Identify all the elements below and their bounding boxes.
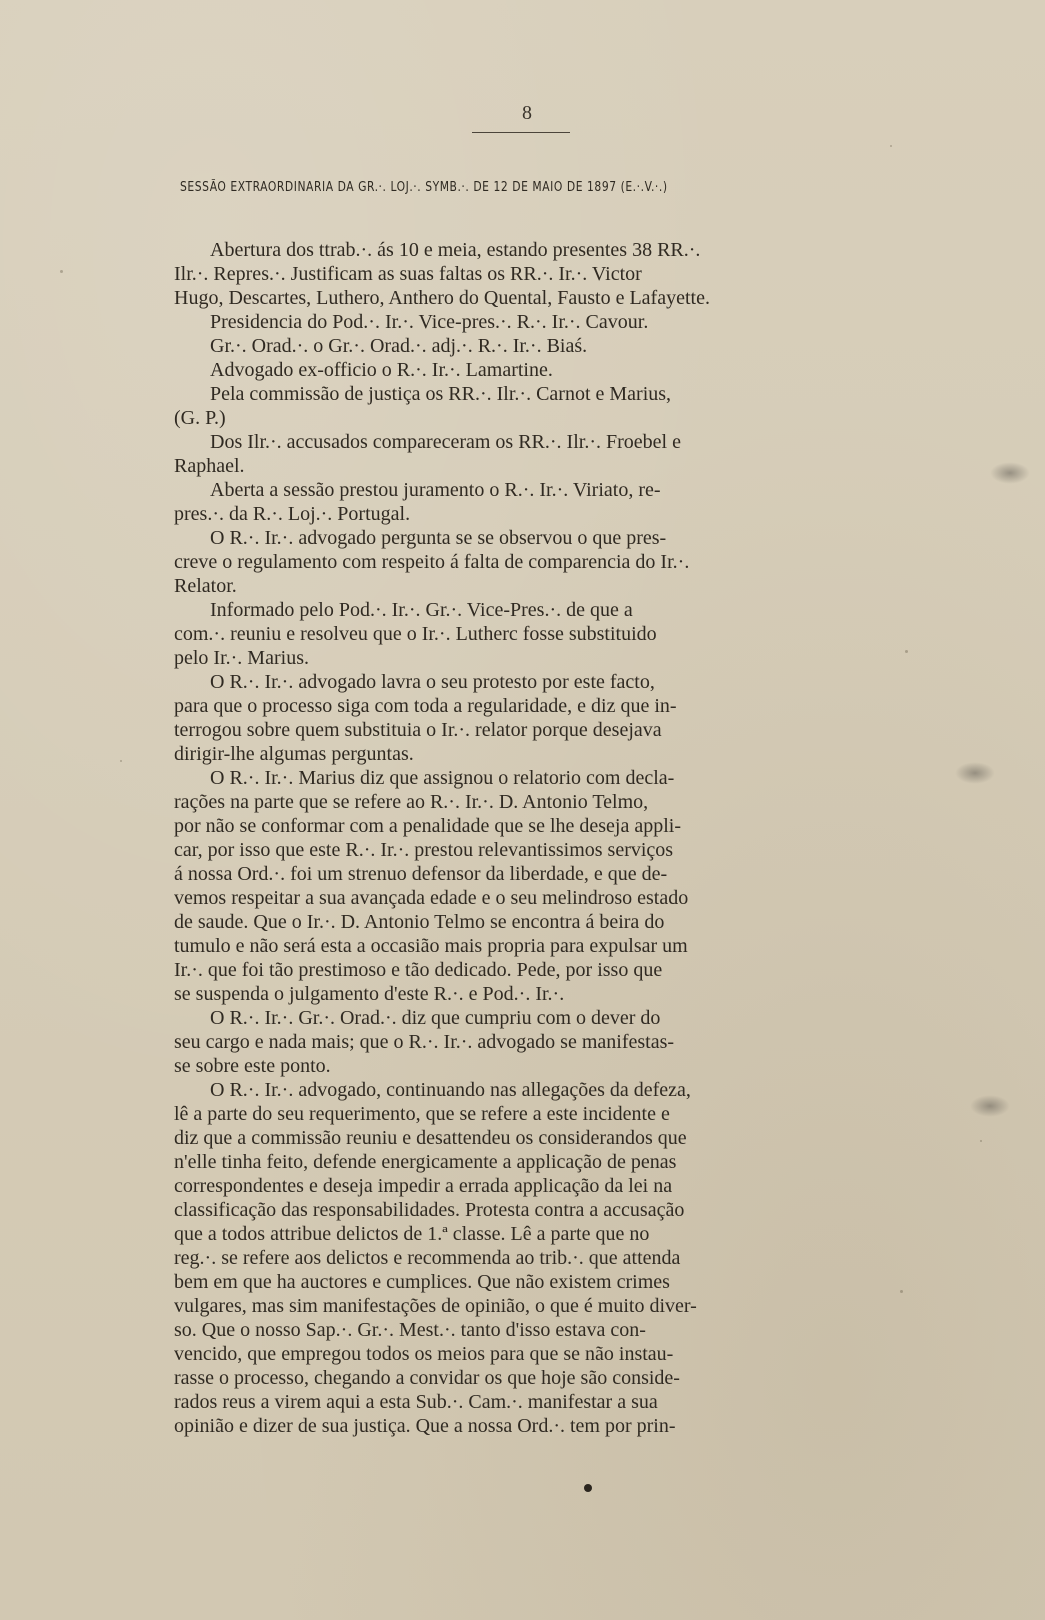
text-line: diz que a commissão reuniu e desattendeu os considerandos que xyxy=(174,1127,687,1149)
text-line: que a todos attribue delictos de 1.ª classe. Lê a parte que no xyxy=(174,1223,650,1245)
text-line: Aberta a sessão prestou juramento o R.·. Ir.·. Viriato, re- xyxy=(210,479,661,501)
text-line: com.·. reuniu e resolveu que o Ir.·. Lutherc fosse substituido xyxy=(174,623,657,645)
text-line: Hugo, Descartes, Luthero, Anthero do Quental, Fausto e Lafayette. xyxy=(174,287,710,309)
text-line: O R.·. Ir.·. advogado, continuando nas allegações da defeza, xyxy=(210,1079,691,1101)
text-line: Ir.·. que foi tão prestimoso e tão dedicado. Pede, por isso que xyxy=(174,959,663,981)
text-line: seu cargo e nada mais; que o R.·. Ir.·. advogado se manifestas- xyxy=(174,1031,675,1053)
text-line: pres.·. da R.·. Loj.·. Portugal. xyxy=(174,503,411,525)
text-line: so. Que o nosso Sap.·. Gr.·. Mest.·. tanto d'isso estava con- xyxy=(174,1319,646,1341)
text-line: creve o regulamento com respeito á falta de comparencia do Ir.·. xyxy=(174,551,690,573)
text-line: pelo Ir.·. Marius. xyxy=(174,647,309,669)
text-line: á nossa Ord.·. foi um strenuo defensor da liberdade, e que de- xyxy=(174,863,668,885)
text-line: se suspenda o julgamento d'este R.·. e Pod.·. Ir.·. xyxy=(174,983,565,1005)
paper-speck xyxy=(120,760,122,762)
text-line: Informado pelo Pod.·. Ir.·. Gr.·. Vice-Pres.·. de que a xyxy=(210,599,633,621)
text-line: por não se conformar com a penalidade que se lhe deseja appli- xyxy=(174,815,682,837)
text-line: rações na parte que se refere ao R.·. Ir.·. D. Antonio Telmo, xyxy=(174,791,649,813)
text-line: O R.·. Ir.·. Gr.·. Orad.·. diz que cumpriu com o dever do xyxy=(210,1007,661,1029)
text-line: correspondentes e deseja impedir a errada applicação da lei na xyxy=(174,1175,673,1197)
margin-stain-mark xyxy=(990,462,1030,484)
text-line: terrogou sobre quem substituia o Ir.·. relator porque desejava xyxy=(174,719,662,741)
text-line: O R.·. Ir.·. Marius diz que assignou o relatorio com decla- xyxy=(210,767,675,789)
text-line: vulgares, mas sim manifestações de opinião, o que é muito diver- xyxy=(174,1295,697,1317)
bottom-bullet xyxy=(584,1484,592,1492)
text-line: de saude. Que o Ir.·. D. Antonio Telmo se encontra á beira do xyxy=(174,911,665,933)
text-line: Presidencia do Pod.·. Ir.·. Vice-pres.·. R.·. Ir.·. Cavour. xyxy=(210,311,649,333)
text-line: Raphael. xyxy=(174,455,245,477)
text-line: bem em que ha auctores e cumplices. Que não existem crimes xyxy=(174,1271,670,1293)
text-line: vemos respeitar a sua avançada edade e o seu melindroso estado xyxy=(174,887,689,909)
text-line: opinião e dizer de sua justiça. Que a nossa Ord.·. tem por prin- xyxy=(174,1415,676,1437)
text-line: car, por isso que este R.·. Ir.·. prestou relevantissimos serviços xyxy=(174,839,674,861)
text-line: tumulo e não será esta a occasião mais propria para expulsar um xyxy=(174,935,688,957)
text-line: Dos Ilr.·. accusados compareceram os RR.·. Ilr.·. Froebel e xyxy=(210,431,681,453)
text-line: Gr.·. Orad.·. o Gr.·. Orad.·. adj.·. R.·. Ir.·. Biaś. xyxy=(210,335,588,357)
text-line: lê a parte do seu requerimento, que se refere a este incidente e xyxy=(174,1103,670,1125)
paper-speck xyxy=(900,1290,903,1293)
paper-speck xyxy=(980,1140,982,1142)
page-number-rule xyxy=(472,132,570,133)
session-heading: SESSÃO EXTRAORDINARIA DA GR.·. LOJ.·. SYMB.·. DE 12 DE MAIO DE 1897 (E.·.V.·.) xyxy=(180,180,668,195)
text-line: Ilr.·. Repres.·. Justificam as suas faltas os RR.·. Ir.·. Victor xyxy=(174,263,642,285)
text-line: para que o processo siga com toda a regularidade, e diz que in- xyxy=(174,695,677,717)
page-number: 8 xyxy=(522,102,532,124)
text-line: (G. P.) xyxy=(174,407,226,429)
text-line: rasse o processo, chegando a convidar os que hoje são conside- xyxy=(174,1367,680,1389)
text-line: reg.·. se refere aos delictos e recommenda ao trib.·. que attenda xyxy=(174,1247,681,1269)
text-line: rados reus a virem aqui a esta Sub.·. Cam.·. manifestar a sua xyxy=(174,1391,658,1413)
text-line: O R.·. Ir.·. advogado lavra o seu protesto por este facto, xyxy=(210,671,655,693)
margin-stain-mark xyxy=(970,1095,1010,1117)
margin-stain-mark xyxy=(955,762,995,784)
paper-speck xyxy=(890,145,892,147)
text-line: dirigir-lhe algumas perguntas. xyxy=(174,743,414,765)
text-line: Relator. xyxy=(174,575,237,597)
paper-speck xyxy=(60,270,63,273)
text-line: vencido, que empregou todos os meios para que se não instau- xyxy=(174,1343,674,1365)
text-line: classificação das responsabilidades. Protesta contra a accusação xyxy=(174,1199,685,1221)
text-line: Pela commissão de justiça os RR.·. Ilr.·. Carnot e Marius, xyxy=(210,383,672,405)
paper-speck xyxy=(905,650,908,653)
text-line: Abertura dos ttrab.·. ás 10 e meia, estando presentes 38 RR.·. xyxy=(210,239,701,261)
text-line: O R.·. Ir.·. advogado pergunta se se observou o que pres- xyxy=(210,527,667,549)
text-line: Advogado ex-officio o R.·. Ir.·. Lamartine. xyxy=(210,359,553,381)
text-line: se sobre este ponto. xyxy=(174,1055,331,1077)
text-line: n'elle tinha feito, defende energicamente a applicação de penas xyxy=(174,1151,677,1173)
